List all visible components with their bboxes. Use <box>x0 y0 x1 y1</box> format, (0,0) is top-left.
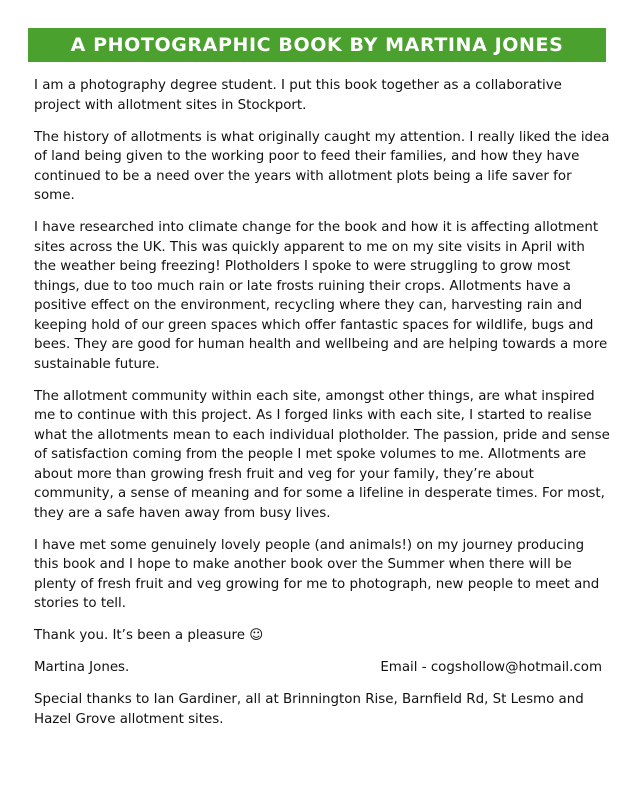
page-title-banner <box>28 28 606 62</box>
paragraph-intro: I am a photography degree student. I put this book together as a collaborative project with allotment sites in Stockport. <box>34 78 562 113</box>
paragraph-history: The history of allotments is what originally caught my attention. I really liked the idea of land being given to the working poor to feed their families, and how they have continued to be a need over the years with allotment plots being a life saver for some. <box>34 129 610 203</box>
letter-body <box>34 76 610 742</box>
paragraph-community: The allotment community within each site, amongst other things, are what inspired me to continue with this project. As I forged links with each site, I started to realise what the allotments mean to each individual plotholder. The passion, pride and sense of satisfaction coming from the people I met spoke volumes to me. Allotments are about more than growing fresh fruit and veg for your family, they’re about community, a sense of meaning and for some a lifeline in desperate times. For most, they are a safe haven away from busy lives. <box>34 388 610 521</box>
special-thanks: Special thanks to Ian Gardiner, all at Brinnington Rise, Barnfield Rd, St Lesmo and Hazel Grove allotment sites. <box>34 692 584 727</box>
page-title: A PHOTOGRAPHIC BOOK BY MARTINA JONES <box>70 34 564 56</box>
author-name: Martina Jones. <box>34 660 130 675</box>
paragraph-thank-you: Thank you. It’s been a pleasure ☺ <box>34 628 264 643</box>
author-email: Email - cogshollow@hotmail.com <box>380 660 602 675</box>
signature-row <box>34 658 610 678</box>
paragraph-climate: I have researched into climate change for the book and how it is affecting allotment sites across the UK. This was quickly apparent to me on my site visits in April with the weather being freezing! Plotholders I spoke to were struggling to grow most things, due to too much rain or late frosts ruining their crops. Allotments have a positive effect on the environment, recycling where they can, harvesting rain and keeping hold of our green spaces which offer fantastic spaces for wildlife, bugs and bees. They are good for human health and wellbeing and are helping towards a more sustainable future. <box>34 220 608 372</box>
paragraph-people: I have met some genuinely lovely people (and animals!) on my journey producing this book and I hope to make another book over the Summer when there will be plenty of fresh fruit and veg growing for me to photograph, new people to meet and stories to tell. <box>34 537 600 611</box>
